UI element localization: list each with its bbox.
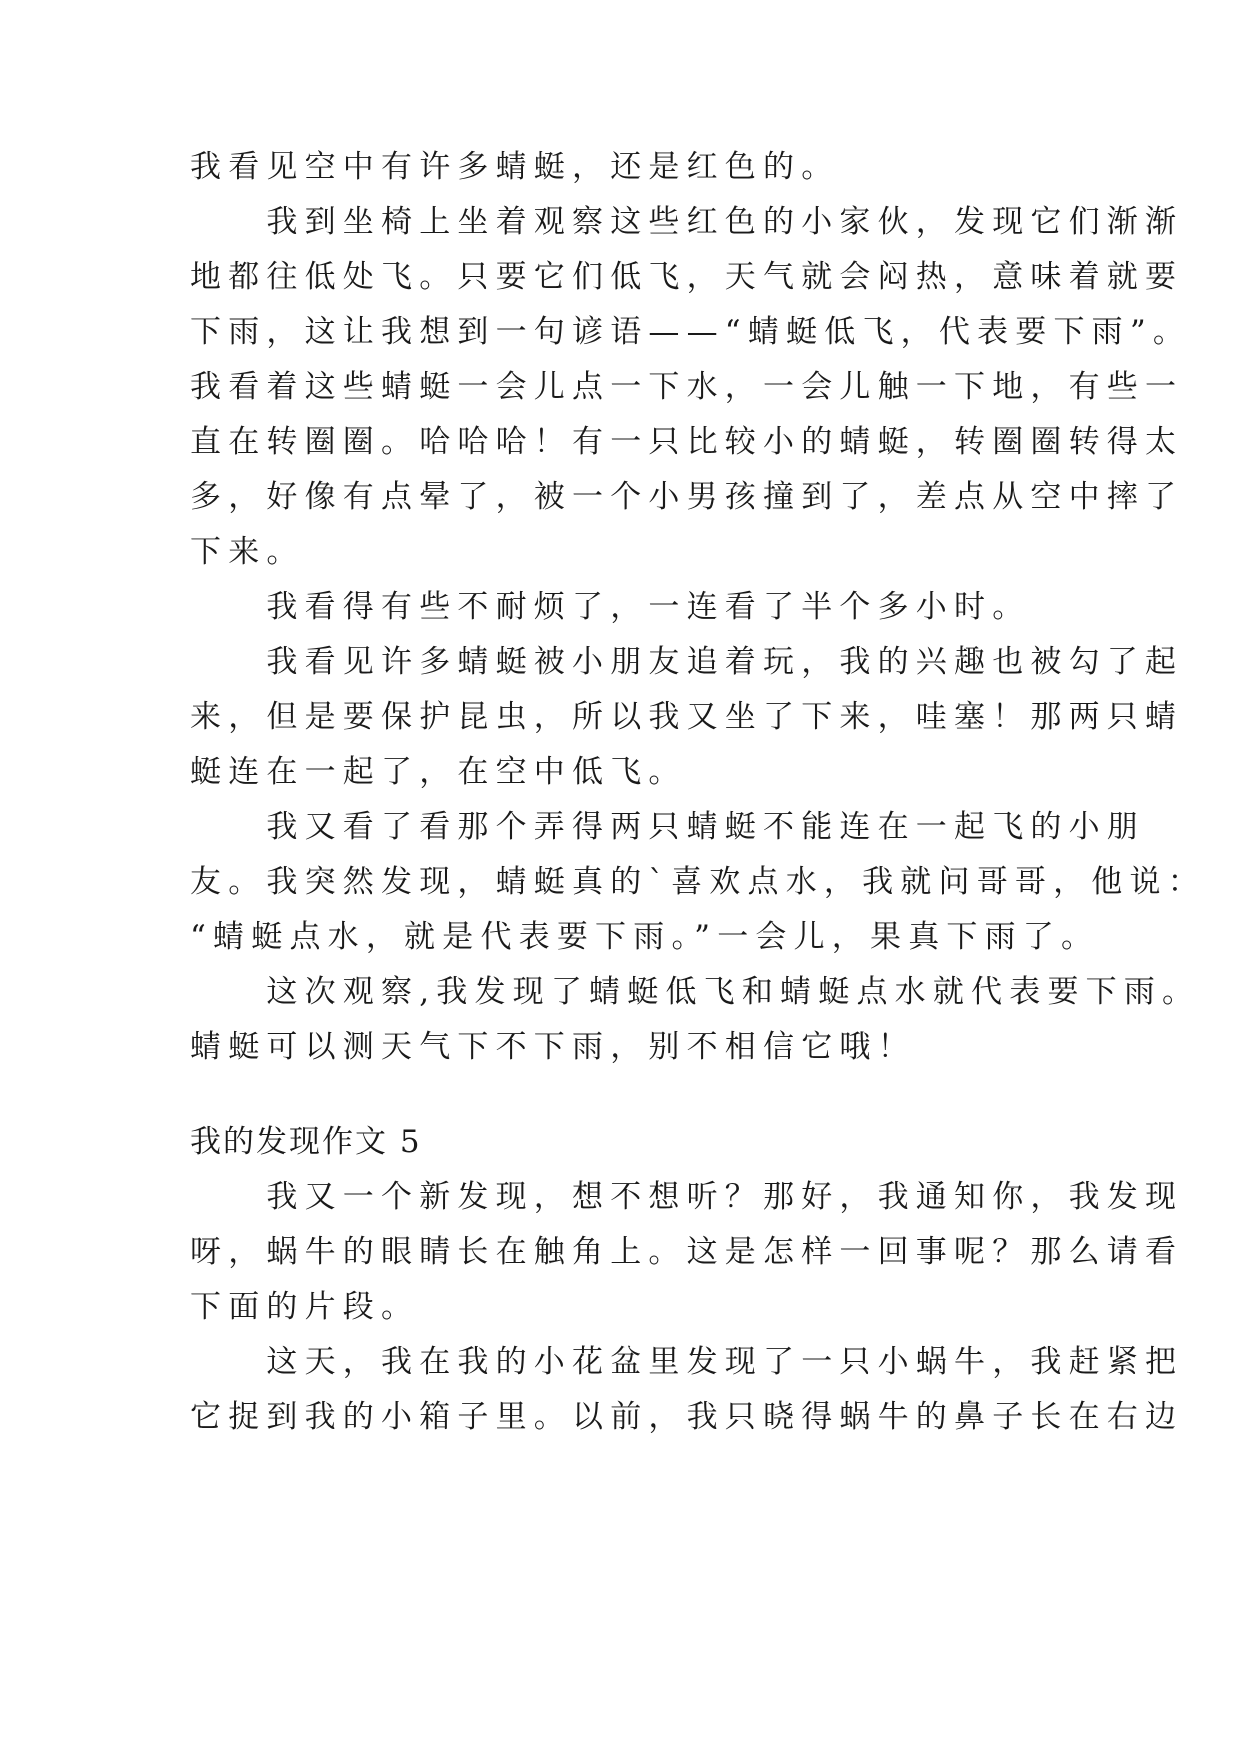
text-line: 友。我突然发现，蜻蜓真的`喜欢点水，我就问哥哥，他说： xyxy=(190,864,1206,900)
text-line: 这天，我在我的小花盆里发现了一只小蜗牛，我赶紧把 xyxy=(190,1344,1184,1380)
text-line: 下来。 xyxy=(190,534,305,570)
text-line: 我看得有些不耐烦了，一连看了半个多小时。 xyxy=(190,589,1031,625)
text-line: 蜻蜓可以测天气下不下雨，别不相信它哦！ xyxy=(190,1029,916,1065)
text-line: 我看见空中有许多蜻蜓，还是红色的。 xyxy=(190,149,840,185)
text-line: 这次观察,我发现了蜻蜓低飞和蜻蜓点水就代表要下雨。 xyxy=(190,974,1201,1010)
text-line: 多，好像有点晕了，被一个小男孩撞到了，差点从空中摔了 xyxy=(190,479,1184,515)
section-heading: 我的发现作文 5 xyxy=(190,1124,422,1160)
text-line: 我到坐椅上坐着观察这些红色的小家伙，发现它们渐渐 xyxy=(190,204,1184,240)
text-line: 它捉到我的小箱子里。以前，我只晓得蜗牛的鼻子长在右边 xyxy=(190,1399,1184,1435)
text-line: 直在转圈圈。哈哈哈！有一只比较小的蜻蜓，转圈圈转得太 xyxy=(190,424,1184,460)
text-line: 蜓连在一起了，在空中低飞。 xyxy=(190,754,687,790)
text-line: 我又看了看那个弄得两只蜻蜓不能连在一起飞的小朋 xyxy=(190,809,1145,845)
text-line: 我又一个新发现，想不想听？那好，我通知你，我发现 xyxy=(190,1179,1184,1215)
text-line: 下面的片段。 xyxy=(190,1289,420,1325)
text-line: 地都往低处飞。只要它们低飞，天气就会闷热，意味着就要 xyxy=(190,259,1184,295)
text-line: 呀，蜗牛的眼睛长在触角上。这是怎样一回事呢？那么请看 xyxy=(190,1234,1184,1270)
text-line: “蜻蜓点水，就是代表要下雨。”一会儿，果真下雨了。 xyxy=(190,919,1100,955)
text-line: 来，但是要保护昆虫，所以我又坐了下来，哇塞！那两只蜻 xyxy=(190,699,1184,735)
text-line: 我看见许多蜻蜓被小朋友追着玩，我的兴趣也被勾了起 xyxy=(190,644,1184,680)
text-line: 我看着这些蜻蜓一会儿点一下水，一会儿触一下地，有些一 xyxy=(190,369,1184,405)
text-line: 下雨，这让我想到一句谚语——“蜻蜓低飞，代表要下雨”。 xyxy=(190,314,1192,350)
